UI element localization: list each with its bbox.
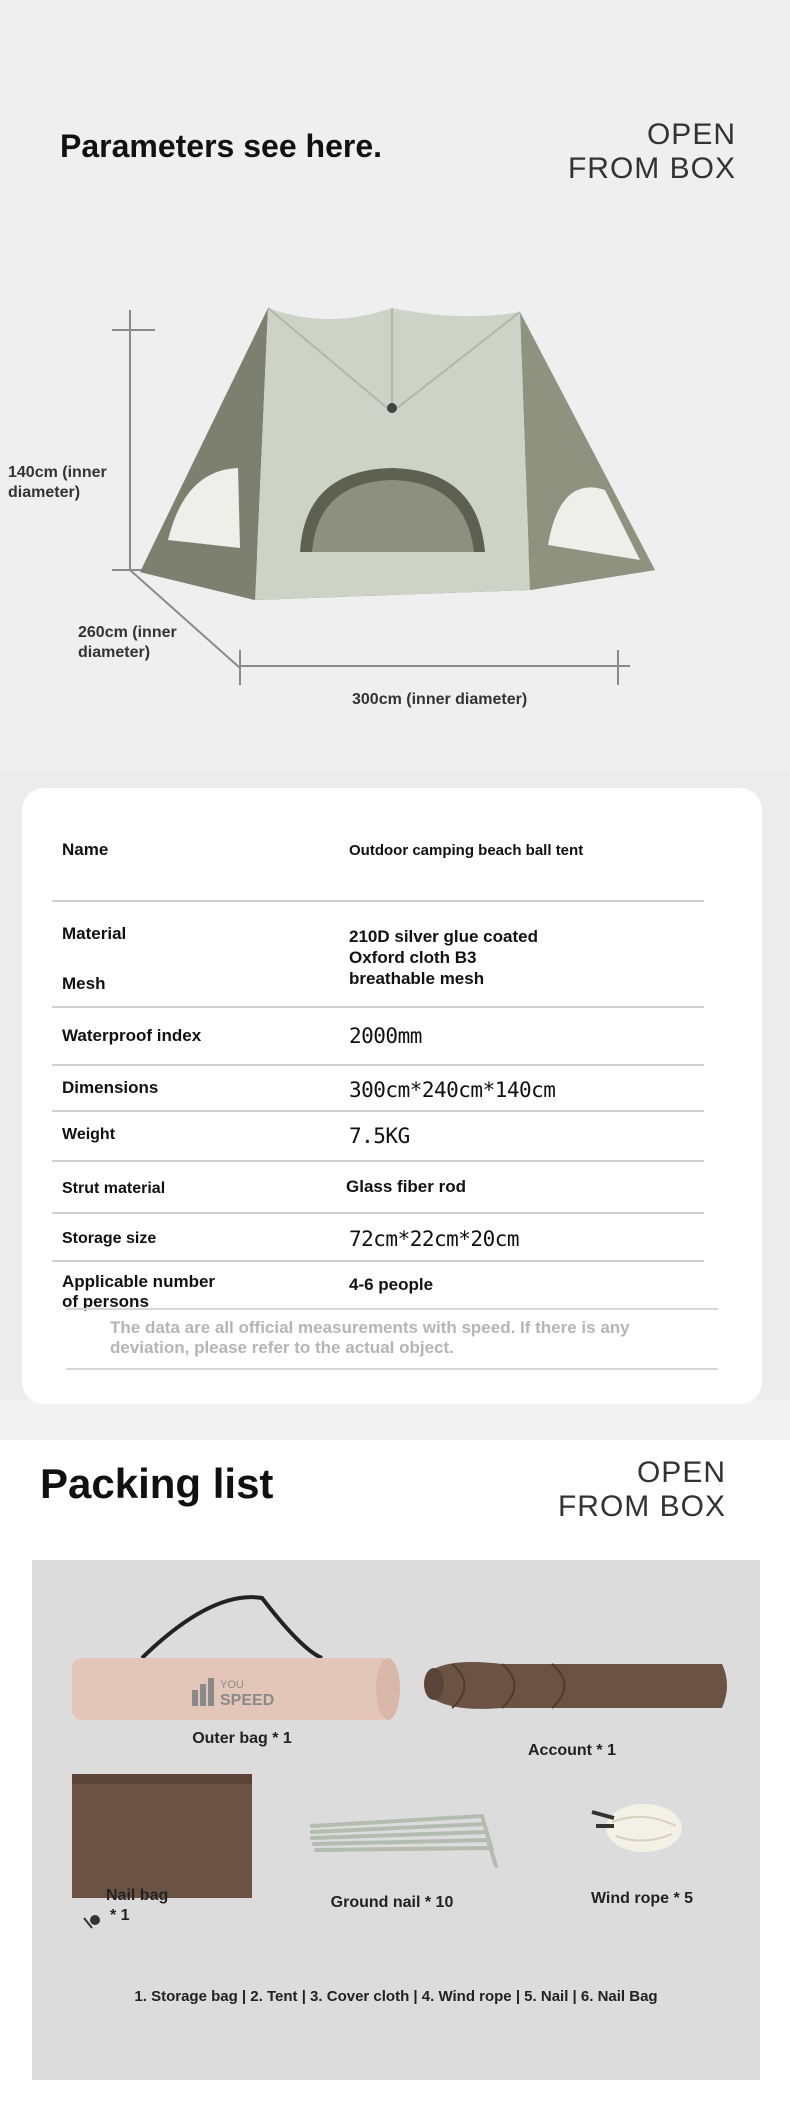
brand-small: YOU	[220, 1679, 244, 1691]
height-dimension-label: 140cm (inner diameter)	[8, 464, 107, 501]
spec-value: 72cm*22cm*20cm	[349, 1227, 520, 1251]
packing-title: Packing list	[40, 1460, 274, 1507]
tent-vent-icon	[387, 403, 397, 413]
spec-row-name	[52, 818, 704, 902]
spec-value: breathable mesh	[349, 969, 485, 988]
spec-key: Material	[62, 924, 127, 943]
open-label: OPEN	[646, 118, 736, 151]
spec-value: Oxford cloth B3	[349, 948, 477, 967]
spec-key: Applicable number of persons	[62, 1272, 216, 1311]
spec-value: 210D silver glue coated	[349, 927, 538, 946]
open-from-box-heading	[568, 118, 736, 186]
spec-value: 7.5KG	[349, 1124, 410, 1148]
depth-dimension-label: 260cm (inner diameter)	[78, 624, 177, 661]
spec-row-dimensions	[52, 1066, 704, 1112]
tent-roll-image	[424, 1662, 727, 1709]
spec-row-weight	[52, 1112, 704, 1162]
spec-row-strut	[52, 1162, 704, 1214]
spec-key: Dimensions	[62, 1078, 159, 1097]
spec-value: 300cm*240cm*140cm	[349, 1078, 556, 1102]
spec-key: Mesh	[62, 974, 106, 993]
spec-key: Name	[62, 840, 109, 859]
from-box-label: FROM BOX	[557, 1490, 726, 1523]
wind-rope-image	[592, 1804, 682, 1852]
spec-key: Strut material	[62, 1180, 166, 1197]
spec-key: Waterproof index	[62, 1026, 202, 1045]
brand-big: SPEED	[220, 1692, 275, 1709]
outer-bag-label: Outer bag * 1	[192, 1730, 292, 1747]
spec-value: Outdoor camping beach ball tent	[349, 842, 584, 859]
packing-summary: 1. Storage bag | 2. Tent | 3. Cover cloth | 4. Wind rope | 5. Nail | 6. Nail Bag	[134, 1988, 658, 2005]
spec-row-storage	[52, 1214, 704, 1262]
spec-row-waterproof	[52, 1008, 704, 1066]
tent-left-side	[140, 308, 268, 600]
disclaimer-box	[66, 1308, 718, 1370]
nail-bag-label: Nail bag * 1	[106, 1887, 169, 1924]
open-label: OPEN	[636, 1456, 726, 1489]
spec-row-material-mesh	[52, 902, 704, 1008]
packing-panel	[32, 1560, 760, 2080]
wind-rope-label: Wind rope * 5	[590, 1890, 694, 1907]
packing-open-from-box-heading	[558, 1456, 726, 1524]
tent-illustration	[0, 290, 790, 730]
page-title: Parameters see here.	[60, 128, 382, 164]
width-dimension-label: 300cm (inner diameter)	[352, 691, 528, 708]
spec-value: 2000mm	[349, 1024, 422, 1048]
outer-bag-image	[72, 1597, 400, 1720]
spec-value: 4-6 people	[349, 1275, 434, 1294]
ground-nail-label: Ground nail * 10	[330, 1894, 454, 1911]
account-label: Account * 1	[527, 1742, 616, 1759]
spec-card	[22, 788, 762, 1404]
disclaimer-note: The data are all official measurements with speed. If there is any deviation, please refer to the actual object.	[110, 1318, 630, 1357]
spec-section	[0, 770, 790, 1400]
spec-value: Glass fiber rod	[346, 1177, 466, 1196]
spec-row-persons	[52, 1262, 704, 1311]
from-box-label: FROM BOX	[567, 152, 736, 185]
spec-key: Storage size	[62, 1230, 157, 1247]
spec-key: Weight	[62, 1126, 116, 1143]
ground-nails-image	[312, 1816, 496, 1866]
